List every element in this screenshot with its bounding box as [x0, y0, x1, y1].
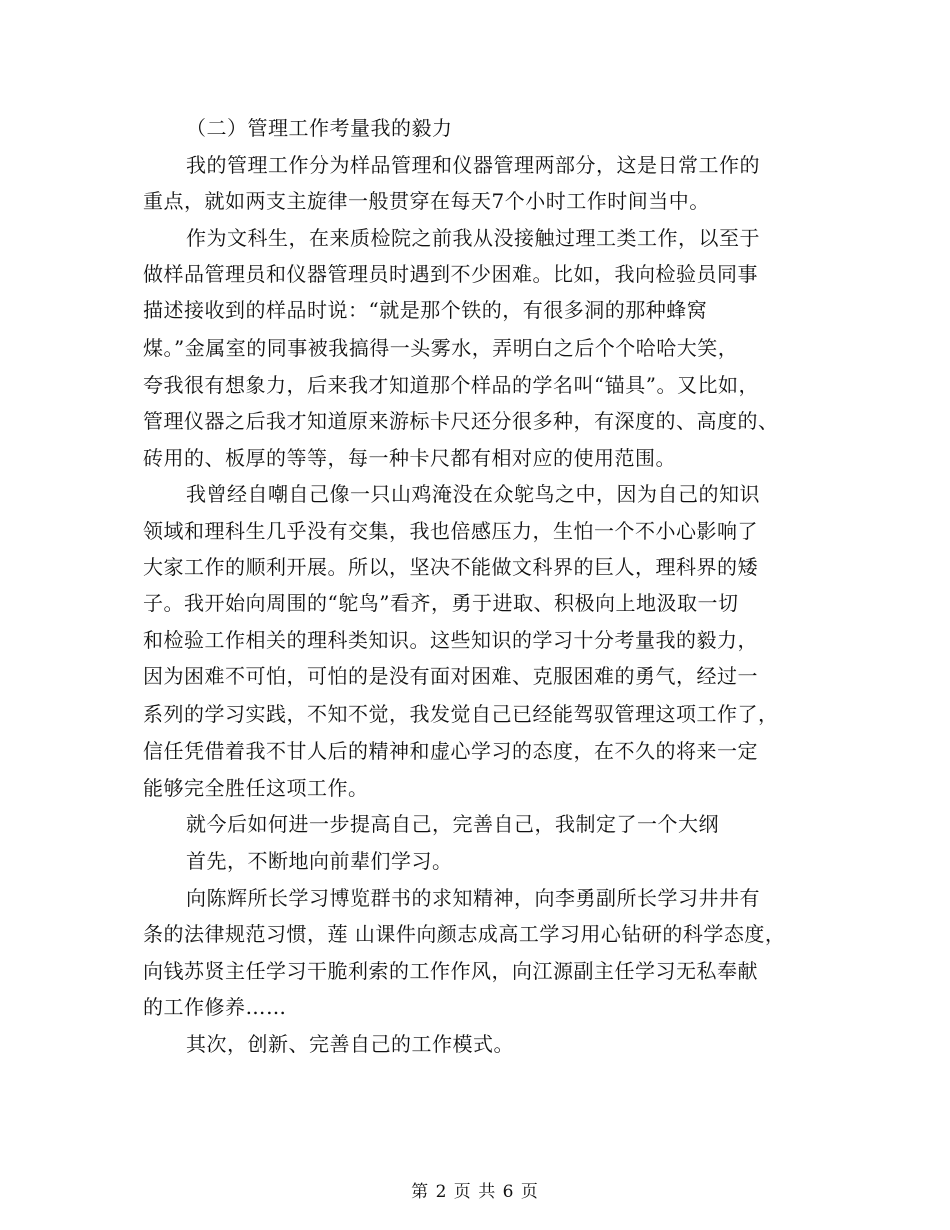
paragraph-line: 管理仪器之后我才知道原来游标卡尺还分很多种，有深度的、高度的、: [143, 409, 779, 433]
paragraph-line: 描述接收到的样品时说：“就是那个铁的，有很多洞的那种蜂窝: [143, 298, 708, 322]
paragraph-line: 和检验工作相关的理科类知识。这些知识的学习十分考量我的毅力，: [143, 628, 758, 652]
paragraph-line: 大家工作的顺利开展。所以，坚决不能做文科界的巨人，理科界的矮: [143, 555, 758, 579]
paragraph-line: 领域和理科生几乎没有交集，我也倍感压力，生怕一个不小心影响了: [143, 519, 758, 543]
paragraph-line: 作为文科生，在来质检院之前我从没接触过理工类工作，以至于: [186, 226, 760, 250]
paragraph-line: 因为困难不可怕，可怕的是没有面对困难、克服困难的勇气，经过一: [143, 664, 758, 688]
page-number-footer: 第 2 页 共 6 页: [411, 1182, 539, 1202]
paragraph-line: 系列的学习实践，不知不觉，我发觉自己已经能驾驭管理这项工作了，: [143, 702, 779, 726]
paragraph-line: 砖用的、板厚的等等，每一种卡尺都有相对应的使用范围。: [143, 446, 676, 470]
paragraph-line: 其次，创新、完善自己的工作模式。: [186, 1032, 514, 1056]
paragraph-line: 夸我很有想象力，后来我才知道那个样品的学名叫“锚具”。又比如，: [143, 373, 759, 397]
section-heading: （二）管理工作考量我的毅力: [186, 116, 453, 140]
paragraph-line: 向钱苏贤主任学习干脆利索的工作作风，向江源副主任学习无私奉献: [143, 959, 758, 983]
paragraph-line: 的工作修养……: [143, 995, 287, 1019]
paragraph-line: 就今后如何进一步提高自己，完善自己，我制定了一个大纲: [186, 812, 719, 836]
paragraph-line: 重点，就如两支主旋律一般贯穿在每天7个小时工作时间当中。: [143, 189, 710, 213]
paragraph-line: 条的法律规范习惯，莲 山课件向颜志成高工学习用心钻研的科学态度，: [143, 922, 786, 946]
paragraph-line: 做样品管理员和仪器管理员时遇到不少困难。比如，我向检验员同事: [143, 262, 758, 286]
paragraph-line: 我的管理工作分为样品管理和仪器管理两部分，这是日常工作的: [186, 153, 760, 177]
paragraph-line: 我曾经自嘲自己像一只山鸡淹没在众鸵鸟之中，因为自己的知识: [186, 482, 760, 506]
paragraph-line: 煤。”金属室的同事被我搞得一头雾水，弄明白之后个个哈哈大笑，: [143, 336, 739, 360]
paragraph-line: 能够完全胜任这项工作。: [143, 776, 369, 800]
paragraph-line: 首先，不断地向前辈们学习。: [186, 849, 453, 873]
paragraph-line: 向陈辉所长学习博览群书的求知精神，向李勇副所长学习井井有: [186, 886, 760, 910]
paragraph-line: 信任凭借着我不甘人后的精神和虚心学习的态度，在不久的将来一定: [143, 739, 758, 763]
paragraph-line: 子。我开始向周围的“鸵鸟”看齐，勇于进取、积极向上地汲取一切: [143, 591, 739, 615]
